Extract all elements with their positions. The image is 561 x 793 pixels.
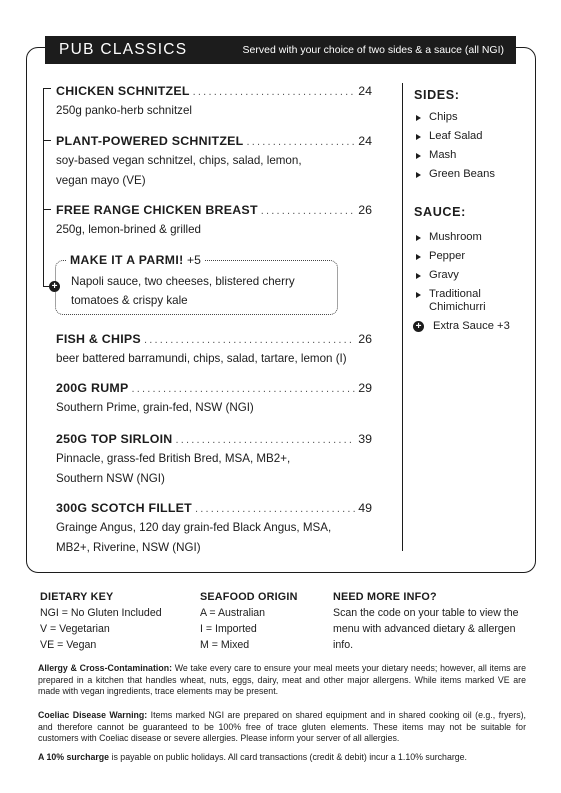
key-line: V = Vegetarian — [40, 623, 110, 636]
key-line: M = Mixed — [200, 639, 250, 652]
item-description: 250g, lemon-brined & grilled — [56, 223, 202, 236]
item-price: 26 — [358, 203, 372, 217]
list-item: Gravy — [416, 269, 510, 288]
item-description: 250g panko-herb schnitzel — [56, 104, 192, 117]
menu-item — [56, 501, 372, 557]
triangle-bullet-icon — [416, 172, 421, 178]
item-name: CHICKEN SCHNITZEL — [56, 84, 190, 98]
list-item: Pepper — [416, 250, 510, 269]
item-price: 39 — [358, 432, 372, 446]
sides-list — [416, 111, 495, 187]
leader-dots — [261, 205, 355, 217]
parmi-price: +5 — [186, 253, 201, 267]
item-name: 200G RUMP — [56, 381, 129, 395]
parmi-description: Napoli sauce, two cheeses, blistered cherry tomatoes & crispy kale — [71, 275, 295, 307]
item-price: 26 — [358, 332, 372, 346]
item-name: FREE RANGE CHICKEN BREAST — [56, 203, 258, 217]
item-name: FISH & CHIPS — [56, 332, 141, 346]
leader-dots — [195, 503, 355, 515]
item-name: 300G SCOTCH FILLET — [56, 501, 192, 515]
item-description: Pinnacle, grass-fed British Bred, MSA, MB2+, Southern NSW (NGI) — [56, 452, 291, 485]
item-description: soy-based vegan schnitzel, chips, salad, lemon, vegan mayo (VE) — [56, 154, 302, 187]
dietary-key — [40, 605, 162, 654]
bracket-tick — [43, 88, 51, 89]
item-price: 29 — [358, 381, 372, 395]
key-line: I = Imported — [200, 623, 257, 636]
leader-dots — [144, 334, 355, 346]
menu-item — [56, 203, 372, 240]
bracket-tick — [43, 140, 51, 141]
triangle-bullet-icon — [416, 273, 421, 279]
schnitzel-group-bracket — [43, 88, 44, 286]
triangle-bullet-icon — [416, 134, 421, 140]
section-subtitle: Served with your choice of two sides & a sauce (all NGI) — [242, 44, 504, 56]
menu-item — [56, 332, 372, 369]
menu-item — [56, 84, 372, 121]
sidebar-divider — [402, 83, 403, 551]
leader-dots — [175, 434, 355, 446]
list-item: Traditional Chimichurri — [416, 288, 510, 320]
plus-circle-icon: + — [49, 281, 60, 292]
dietary-key-heading: DIETARY KEY — [40, 591, 114, 603]
list-item: Green Beans — [416, 168, 495, 187]
bracket-tick — [43, 209, 51, 210]
sauce-list — [416, 231, 510, 339]
item-description: Southern Prime, grain-fed, NSW (NGI) — [56, 401, 254, 414]
sauce-heading: SAUCE: — [414, 205, 466, 219]
extra-sauce-item: + Extra Sauce +3 — [416, 320, 510, 339]
item-price: 49 — [358, 501, 372, 515]
key-line: A = Australian — [200, 607, 266, 619]
item-name: 250G TOP SIRLOIN — [56, 432, 173, 446]
seafood-origin-heading: SEAFOOD ORIGIN — [200, 591, 298, 603]
section-title: PUB CLASSICS — [59, 41, 188, 58]
triangle-bullet-icon — [416, 254, 421, 260]
key-line: NGI = No Gluten Included — [40, 607, 162, 619]
more-info-heading: NEED MORE INFO? — [333, 591, 437, 603]
allergy-notice: Allergy & Cross-Contamination: We take every care to ensure your meal meets your dietary needs; however, all items are prepared in a kitchen that handles wheat, nuts, eggs, dairy, meat and other major allergens. While items marked VE are made with vegan ingredients, trace elements may be present. — [38, 663, 527, 697]
item-description: beer battered barramundi, chips, salad, tartare, lemon (I) — [56, 352, 347, 365]
triangle-bullet-icon — [416, 115, 421, 121]
item-description: Grainge Angus, 120 day grain-fed Black Angus, MSA, MB2+, Riverine, NSW (NGI) — [56, 521, 332, 554]
sides-heading: SIDES: — [414, 88, 460, 102]
menu-item — [56, 134, 372, 190]
menu-item — [56, 381, 372, 418]
plus-circle-icon: + — [413, 321, 424, 332]
more-info-text: Scan the code on your table to view the menu with advanced dietary & allergen info. — [333, 607, 519, 652]
triangle-bullet-icon — [416, 153, 421, 159]
item-name: PLANT-POWERED SCHNITZEL — [56, 134, 244, 148]
leader-dots — [193, 86, 356, 98]
surcharge-notice: A 10% surcharge is payable on public holidays. All card transactions (credit & debit) incur a 1.10% surcharge. — [38, 752, 467, 762]
menu-item — [56, 432, 372, 488]
triangle-bullet-icon — [416, 292, 421, 298]
key-line: VE = Vegan — [40, 639, 97, 652]
list-item: Mash — [416, 149, 495, 168]
parmi-title: MAKE IT A PARMI! +5 — [66, 253, 205, 267]
leader-dots — [246, 136, 355, 148]
triangle-bullet-icon — [416, 235, 421, 241]
seafood-origin-key — [200, 605, 265, 654]
item-price: 24 — [358, 134, 372, 148]
leader-dots — [132, 383, 356, 395]
section-header — [45, 36, 516, 64]
list-item: Mushroom — [416, 231, 510, 250]
coeliac-warning: Coeliac Disease Warning: Items marked NGI are prepared on shared equipment and in shared cooking oil (e.g., fryers), and therefore cannot be guaranteed to be 100% free of trace gluten elements. These items may not be suitable for customers with Coeliac disease or severe allergies. Please inform your server of all allergies. — [38, 710, 526, 744]
list-item: Leaf Salad — [416, 130, 495, 149]
list-item: Chips — [416, 111, 495, 130]
item-price: 24 — [358, 84, 372, 98]
